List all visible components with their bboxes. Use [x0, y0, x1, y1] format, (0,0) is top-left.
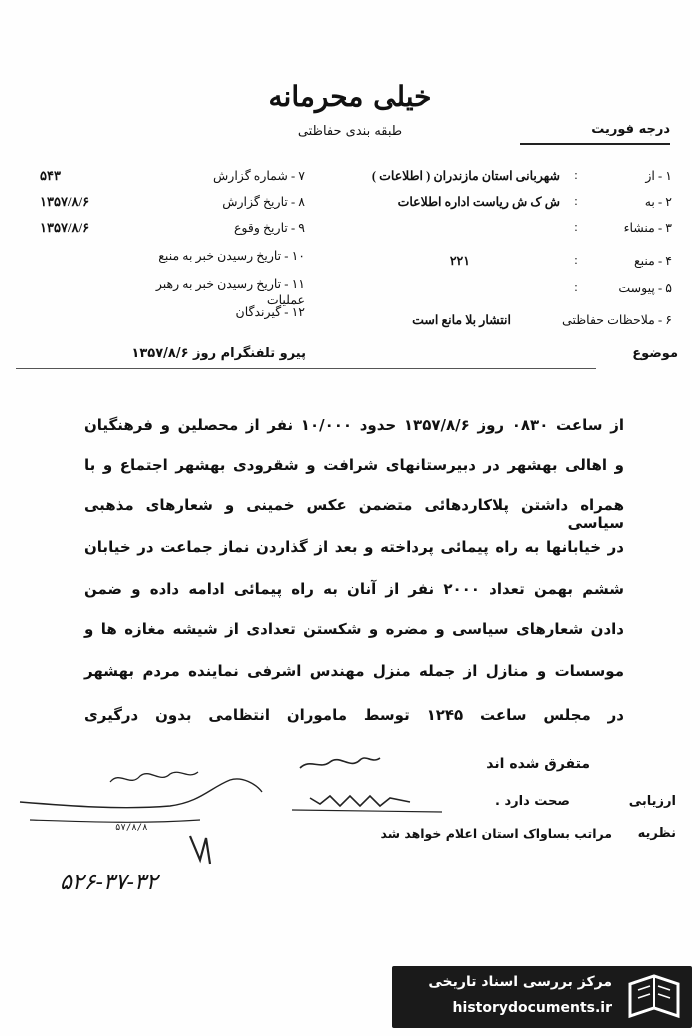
- document-title: خیلی محرمانه: [268, 80, 432, 113]
- watermark-org: مرکز بررسی اسناد تاریخی: [428, 974, 612, 990]
- body-line: همراه داشتن پلاکاردهائی متضمن عکس خمینی و شعارهای مذهبی سیاسی: [84, 496, 624, 532]
- priority-underline: [520, 143, 670, 145]
- file-number: ۵۲۶-۳۷-۳۲: [60, 870, 158, 895]
- signature-scribble: [20, 779, 262, 808]
- evaluation-value: صحت دارد .: [495, 794, 570, 809]
- body-line: دادن شعارهای سیاسی و مضره و شکستن تعدادی از شیشه مغازه ها و: [84, 620, 624, 638]
- field-recipients: ۱۲ - گیرندگان: [235, 305, 305, 319]
- body-line: و اهالی بهشهر در دبیرستانهای شرافت و شقرودی بهشهر اجتماع و با: [84, 456, 624, 474]
- dispersal-note: متفرق شده اند: [486, 756, 590, 772]
- field-from: ۱ - از : شهربانی استان مازندران ( اطلاعات ): [371, 168, 672, 183]
- handwritten-date: ۵۷/۸/۸: [115, 823, 148, 833]
- field-source: ۴ - منبع : ۲۲۱: [449, 253, 672, 268]
- subject-label: موضوع: [632, 346, 678, 361]
- subject-divider: [16, 368, 596, 369]
- book-logo-icon: [626, 972, 682, 1022]
- body-line: از ساعت ۰۸۳۰ روز ۱۳۵۷/۸/۶ حدود ۱۰/۰۰۰ نفر از محصلین و فرهنگیان: [84, 416, 624, 434]
- priority-label: درجه فوریت: [591, 122, 670, 137]
- body-line: موسسات و منازل از جمله منزل مهندس اشرفی نماینده مردم بهشهر: [84, 662, 624, 680]
- opinion-value: مراتب بساواک استان اعلام خواهد شد: [380, 826, 612, 841]
- field-to: ۲ - به : ش ک ش ریاست اداره اطلاعات: [397, 194, 672, 209]
- watermark-url: historydocuments.ir: [452, 1000, 612, 1016]
- field-ops-received-date: ۱۱ - تاریخ رسیدن خبر به رهبر عملیات: [155, 277, 305, 307]
- subject-value: پیرو تلفنگرام روز ۱۳۵۷/۸/۶: [131, 346, 306, 361]
- archive-watermark: [392, 966, 692, 1028]
- body-line: ششم بهمن تعداد ۲۰۰۰ نفر از آنان به راه پیمائی ادامه داده و ضمن: [84, 580, 624, 598]
- evaluation-label: ارزیابی: [628, 794, 676, 809]
- field-attachment: ۵ - پیوست :: [574, 280, 672, 295]
- field-report-number: ۷ - شماره گزارش ۵۴۳: [40, 168, 305, 183]
- field-remarks: ۶ - ملاحظات حفاظتی انتشار بلا مانع است: [412, 313, 672, 327]
- field-report-date: ۸ - تاریخ گزارش ۱۳۵۷/۸/۶: [40, 194, 305, 209]
- date-scribble: [310, 796, 410, 806]
- field-event-date: ۹ - تاریخ وقوع ۱۳۵۷/۸/۶: [40, 220, 305, 235]
- body-line: در مجلس ساعت ۱۲۴۵ توسط ماموران انتظامی بدون درگیری: [84, 706, 624, 724]
- signature-scribble: [300, 758, 380, 768]
- opinion-label: نظریه: [637, 826, 676, 841]
- field-origin: ۳ - منشاء :: [574, 220, 672, 235]
- body-line: در خیابانها به راه پیمائی پرداخته و بعد از گذاردن نماز جماعت در خیابان: [84, 538, 624, 556]
- field-news-received-date: ۱۰ - تاریخ رسیدن خبر به منبع: [158, 249, 305, 263]
- classification-label: طبقه بندی حفاظتی: [297, 124, 403, 139]
